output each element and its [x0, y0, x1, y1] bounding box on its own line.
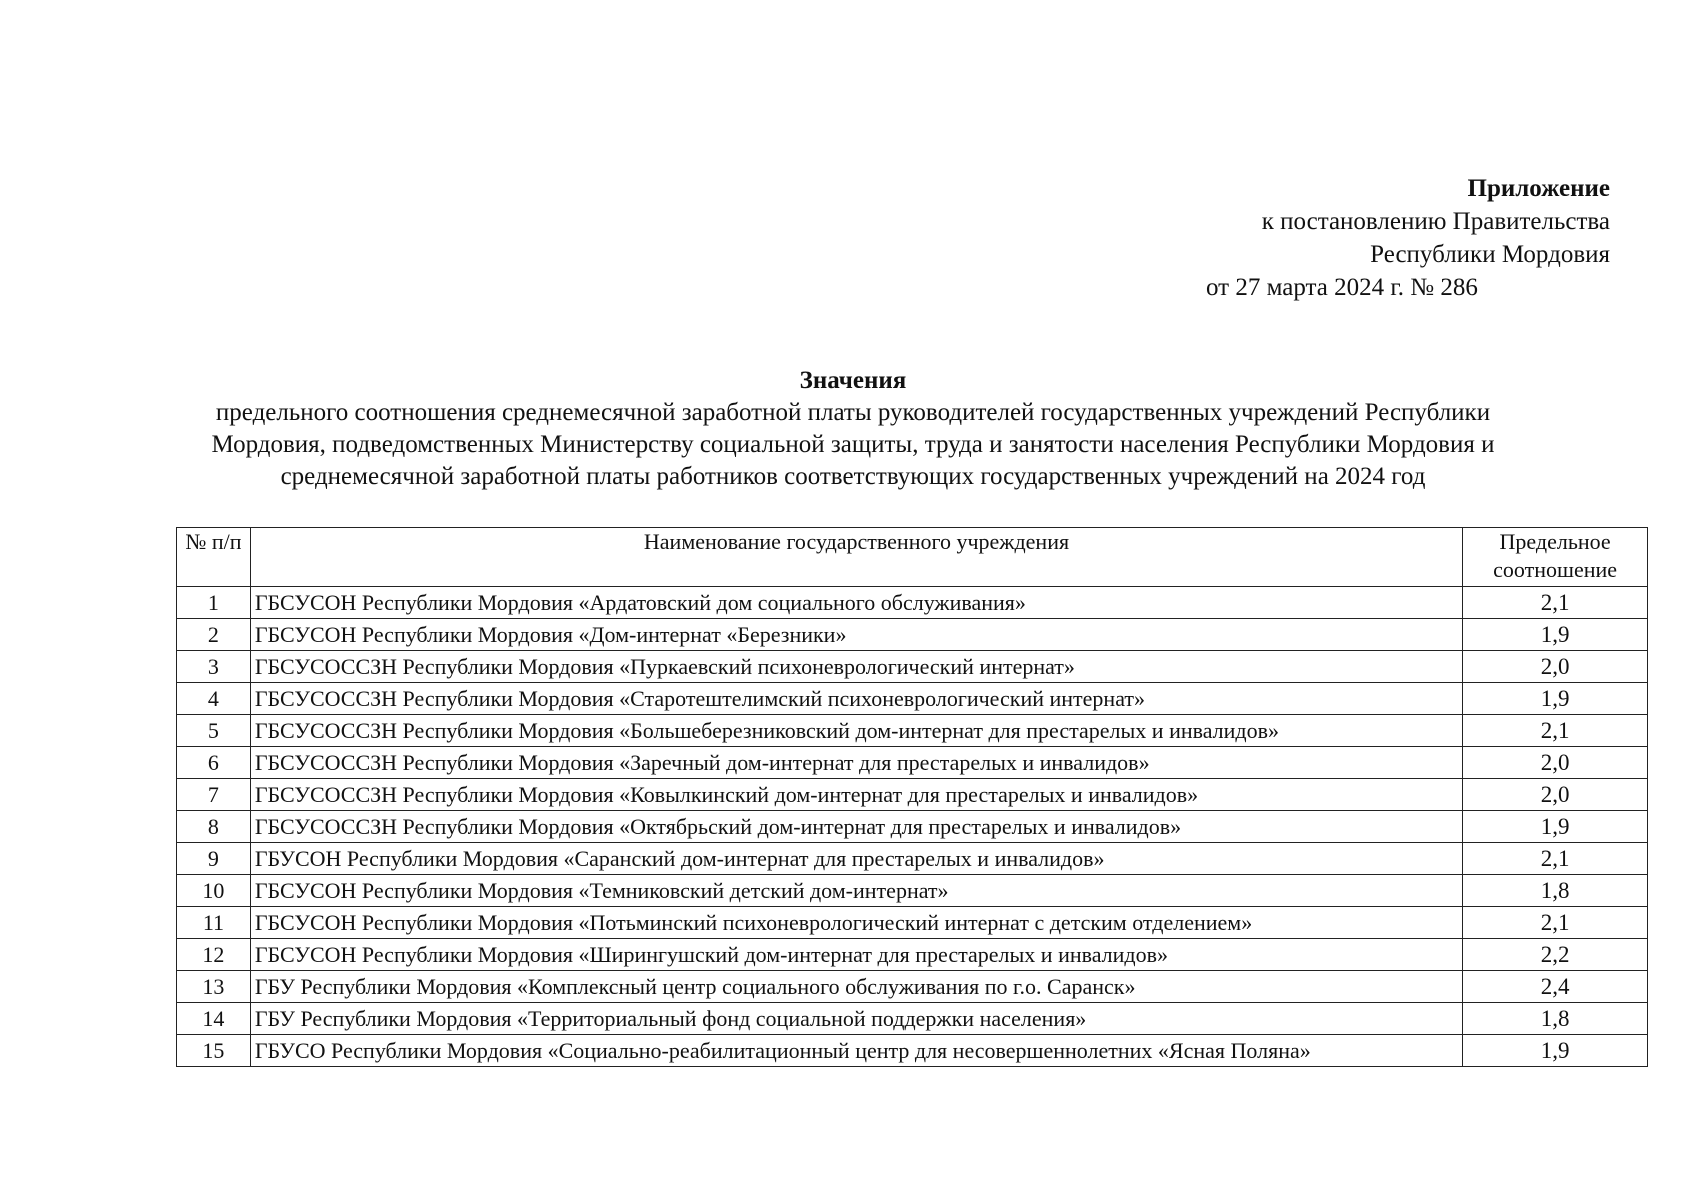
document-subtitle-line-3: среднемесячной заработной платы работников соответствующих государственных учреждений на 2024 год — [280, 463, 1426, 490]
row-value: 1,8 — [1463, 1003, 1648, 1035]
table-row — [177, 939, 1648, 971]
row-value: 1,9 — [1463, 683, 1648, 715]
header-num: № п/п — [177, 528, 251, 587]
row-num: 12 — [177, 939, 251, 971]
table-row — [177, 875, 1648, 907]
table-row — [177, 843, 1648, 875]
table-row — [177, 619, 1648, 651]
table-row — [177, 587, 1648, 619]
header-value-line-1: Предельное — [1499, 529, 1611, 554]
row-num: 2 — [177, 619, 251, 651]
row-name: ГБУ Республики Мордовия «Комплексный центр социального обслуживания по г.о. Саранск» — [250, 971, 1462, 1003]
table-row — [177, 811, 1648, 843]
document-heading: Значения — [799, 367, 907, 394]
row-value: 2,0 — [1463, 747, 1648, 779]
row-value: 2,1 — [1463, 843, 1648, 875]
row-num: 13 — [177, 971, 251, 1003]
table-row — [177, 971, 1648, 1003]
table-row — [177, 779, 1648, 811]
ratio-table — [176, 527, 1648, 1067]
annex-title: Приложение — [1467, 175, 1610, 202]
annex-date: от 27 марта 2024 г. № 286 — [1206, 274, 1478, 301]
row-name: ГБСУСОССЗН Республики Мордовия «Ковылкинский дом-интернат для престарелых и инвалидов» — [250, 779, 1462, 811]
row-num: 3 — [177, 651, 251, 683]
row-name: ГБСУСОН Республики Мордовия «Ардатовский дом социального обслуживания» — [250, 587, 1462, 619]
row-num: 6 — [177, 747, 251, 779]
table-row — [177, 1035, 1648, 1067]
row-name: ГБСУСОССЗН Республики Мордовия «Большеберезниковский дом-интернат для престарелых и инвалидов» — [250, 715, 1462, 747]
row-num: 11 — [177, 907, 251, 939]
row-num: 5 — [177, 715, 251, 747]
table-header-row — [177, 528, 1648, 587]
row-value: 2,1 — [1463, 715, 1648, 747]
row-name: ГБСУСОН Республики Мордовия «Дом-интернат «Березники» — [250, 619, 1462, 651]
row-num: 4 — [177, 683, 251, 715]
row-value: 2,0 — [1463, 651, 1648, 683]
document-subtitle-line-2: Мордовия, подведомственных Министерству социальной защиты, труда и занятости населения Республики Мордовия и — [211, 431, 1495, 458]
row-name: ГБСУСОССЗН Республики Мордовия «Старотештелимский психоневрологический интернат» — [250, 683, 1462, 715]
row-num: 10 — [177, 875, 251, 907]
header-name: Наименование государственного учреждения — [250, 528, 1462, 587]
row-num: 1 — [177, 587, 251, 619]
row-value: 1,9 — [1463, 619, 1648, 651]
table-row — [177, 715, 1648, 747]
row-value: 2,0 — [1463, 779, 1648, 811]
table-row — [177, 1003, 1648, 1035]
row-value: 2,4 — [1463, 971, 1648, 1003]
row-value: 1,8 — [1463, 875, 1648, 907]
annex-block — [1160, 172, 1610, 304]
row-num: 7 — [177, 779, 251, 811]
table-row — [177, 747, 1648, 779]
row-value: 1,9 — [1463, 1035, 1648, 1067]
row-value: 2,2 — [1463, 939, 1648, 971]
row-value: 2,1 — [1463, 907, 1648, 939]
row-name: ГБСУСОН Республики Мордовия «Ширингушский дом-интернат для престарелых и инвалидов» — [250, 939, 1462, 971]
document-subtitle-line-1: предельного соотношения среднемесячной заработной платы руководителей государственных учреждений Республики — [215, 399, 1491, 426]
row-name: ГБУ Республики Мордовия «Территориальный фонд социальной поддержки населения» — [250, 1003, 1462, 1035]
document-title-block — [100, 365, 1606, 493]
row-name: ГБСУСОССЗН Республики Мордовия «Пуркаевский психоневрологический интернат» — [250, 651, 1462, 683]
row-name: ГБСУСОССЗН Республики Мордовия «Октябрьский дом-интернат для престарелых и инвалидов» — [250, 811, 1462, 843]
row-num: 9 — [177, 843, 251, 875]
row-value: 1,9 — [1463, 811, 1648, 843]
row-name: ГБУСО Республики Мордовия «Социально-реабилитационный центр для несовершеннолетних «Ясная Поляна» — [250, 1035, 1462, 1067]
row-name: ГБУСОН Республики Мордовия «Саранский дом-интернат для престарелых и инвалидов» — [250, 843, 1462, 875]
table-row — [177, 683, 1648, 715]
row-num: 8 — [177, 811, 251, 843]
row-name: ГБСУСОН Республики Мордовия «Потьминский психоневрологический интернат с детским отделением» — [250, 907, 1462, 939]
row-num: 14 — [177, 1003, 251, 1035]
table-row — [177, 651, 1648, 683]
header-value-line-2: соотношение — [1493, 557, 1618, 582]
annex-line-2: Республики Мордовия — [1370, 241, 1610, 268]
annex-line-1: к постановлению Правительства — [1261, 208, 1610, 235]
header-value — [1463, 528, 1648, 587]
table-row — [177, 907, 1648, 939]
row-num: 15 — [177, 1035, 251, 1067]
row-value: 2,1 — [1463, 587, 1648, 619]
row-name: ГБСУСОН Республики Мордовия «Темниковский детский дом-интернат» — [250, 875, 1462, 907]
row-name: ГБСУСОССЗН Республики Мордовия «Заречный дом-интернат для престарелых и инвалидов» — [250, 747, 1462, 779]
